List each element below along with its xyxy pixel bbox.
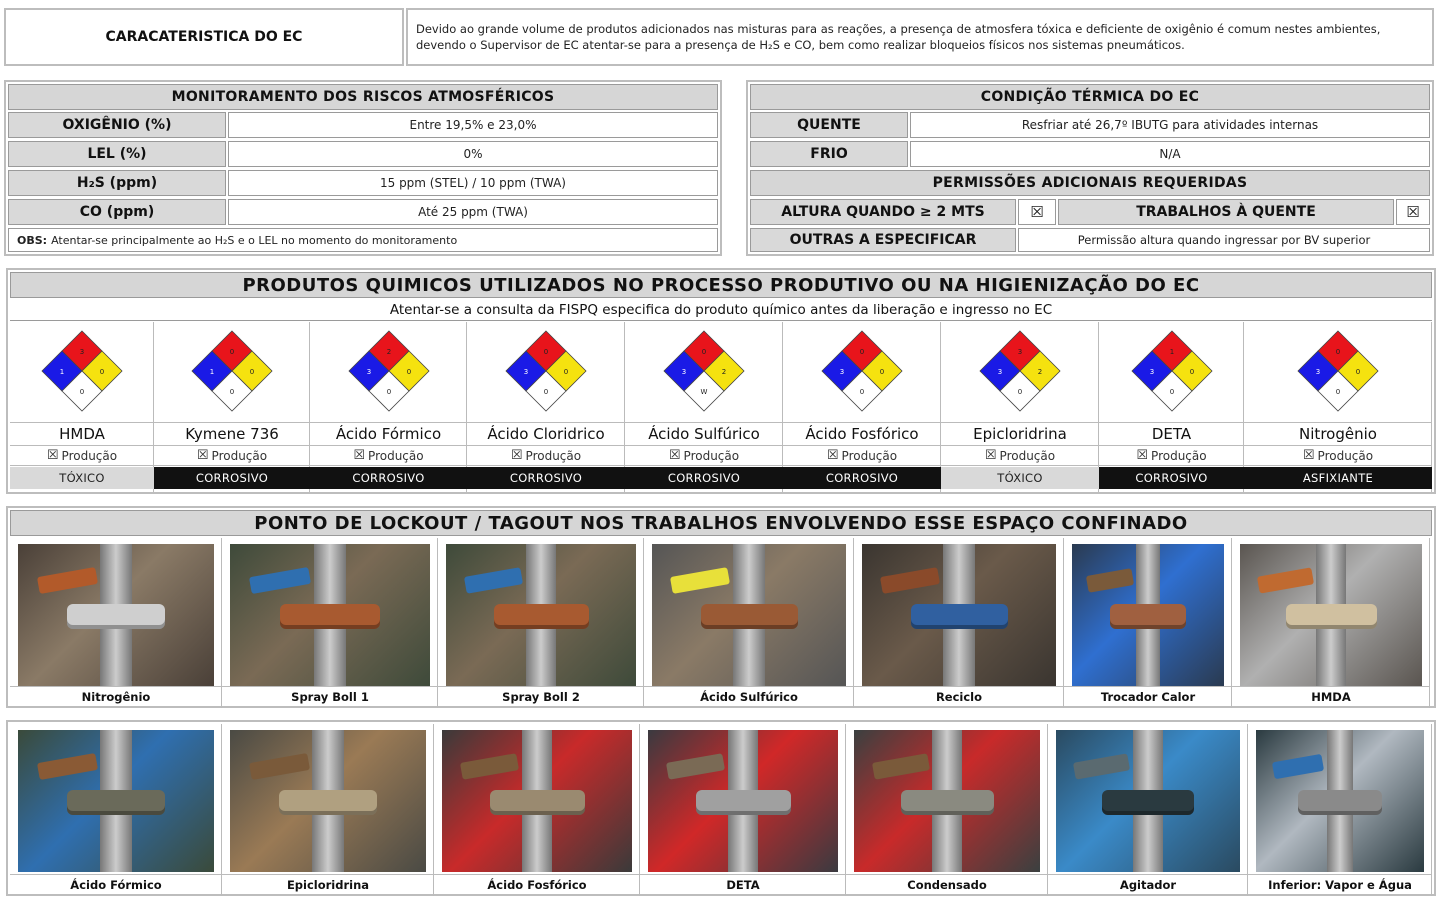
lockout-photo	[1072, 544, 1224, 686]
oxygen-label: OXIGÊNIO (%)	[8, 112, 226, 138]
nfpa-rating: 0	[406, 368, 411, 376]
chemical-usage	[154, 446, 310, 466]
lockout-caption: Reciclo	[854, 686, 1064, 706]
chemical-item	[783, 322, 941, 492]
chemical-usage	[310, 446, 467, 466]
ec-characteristic-description: Devido ao grande volume de produtos adicionados nas misturas para as reações, a presença de atmosfera tóxica e deficiente de oxigênio é comum nestes ambientes, devendo o Supervisor de EC atentar-se para a presença de H₂S e CO, bem como realizar bloqueios físicos nos sistemas pneumáticos.	[406, 8, 1434, 66]
usage-label: Produção	[61, 448, 118, 463]
usage-checkbox-icon[interactable]: ☒	[353, 448, 366, 463]
usage-label: Produção	[525, 448, 582, 463]
chemical-hazard-badge: CORROSIVO	[154, 467, 310, 489]
nfpa-rating: 2	[1037, 368, 1043, 376]
nfpa-rating: 0	[859, 348, 865, 356]
lockout-point	[644, 538, 854, 708]
nfpa-rating: 0	[701, 348, 707, 356]
nfpa-rating: 3	[1017, 348, 1023, 356]
lel-value: 0%	[228, 141, 718, 167]
nfpa-diamond-icon	[663, 330, 745, 412]
monitoring-obs	[8, 228, 718, 252]
nfpa-rating: 2	[386, 348, 391, 356]
nfpa-rating: 3	[523, 368, 529, 376]
lockout-point	[1248, 724, 1432, 896]
cold-label: FRIO	[750, 141, 908, 167]
lockout-caption: Agitador	[1048, 874, 1248, 894]
nfpa-rating: 0	[1189, 368, 1194, 376]
hot-work-permission-checkbox[interactable]: ☒	[1396, 199, 1430, 225]
height-permission-label: ALTURA QUANDO ≥ 2 MTS	[750, 199, 1016, 225]
usage-label: Produção	[1317, 448, 1374, 463]
hot-value: Resfriar até 26,7º IBUTG para atividades internas	[910, 112, 1430, 138]
lockout-photo	[230, 730, 426, 872]
nfpa-rating: 0	[99, 368, 105, 376]
lockout-caption: Trocador Calor	[1064, 686, 1232, 706]
other-permission-value: Permissão altura quando ingressar por BV superior	[1018, 228, 1430, 252]
chemicals-panel	[6, 268, 1436, 494]
chemical-name: Kymene 736	[154, 422, 310, 446]
chemical-hazard-badge: TÓXICO	[941, 467, 1099, 489]
usage-label: Produção	[841, 448, 898, 463]
chemical-usage	[941, 446, 1099, 466]
usage-checkbox-icon[interactable]: ☒	[668, 448, 681, 463]
chemical-hazard-badge: ASFIXIANTE	[1244, 467, 1432, 489]
nfpa-rating: 3	[1315, 368, 1321, 376]
lockout-point	[640, 724, 846, 896]
nfpa-rating: 3	[839, 368, 845, 376]
nfpa-rating: 0	[1169, 388, 1174, 396]
nfpa-rating: 0	[79, 388, 85, 396]
nfpa-diamond-icon	[41, 330, 123, 412]
chemical-name: Ácido Cloridrico	[467, 422, 625, 446]
lockout-caption: Spray Boll 2	[438, 686, 644, 706]
chemical-usage	[10, 446, 154, 466]
usage-checkbox-icon[interactable]: ☒	[1136, 448, 1149, 463]
obs-label: OBS:	[17, 233, 48, 247]
chemical-name: Epicloridrina	[941, 422, 1099, 446]
chemicals-subtitle: Atentar-se a consulta da FISPQ especifica do produto químico antes da liberação e ingresso no EC	[10, 299, 1432, 321]
chemical-item	[625, 322, 783, 492]
lockout-photo-row-2	[10, 724, 1432, 894]
lockout-photo	[862, 544, 1056, 686]
lockout-point	[1064, 538, 1232, 708]
chemical-hazard-badge: CORROSIVO	[310, 467, 467, 489]
lockout-caption: Nitrogênio	[10, 686, 222, 706]
nfpa-rating: 0	[543, 388, 549, 396]
nfpa-rating: 0	[1335, 388, 1341, 396]
usage-label: Produção	[211, 448, 268, 463]
chemical-item	[154, 322, 310, 492]
lockout-photo	[652, 544, 846, 686]
chemical-name: DETA	[1099, 422, 1244, 446]
nfpa-rating: 3	[1149, 368, 1154, 376]
oxygen-value: Entre 19,5% e 23,0%	[228, 112, 718, 138]
lockout-caption: DETA	[640, 874, 846, 894]
nfpa-rating: 3	[366, 368, 371, 376]
lockout-caption: HMDA	[1232, 686, 1430, 706]
lockout-photo-panel-2	[6, 720, 1436, 896]
nfpa-diamond-icon	[348, 330, 430, 412]
lockout-photo	[1056, 730, 1240, 872]
nfpa-rating: W	[700, 388, 708, 396]
other-permission-label: OUTRAS A ESPECIFICAR	[750, 228, 1016, 252]
nfpa-rating: 3	[997, 368, 1003, 376]
chemicals-grid	[10, 322, 1432, 492]
lockout-photo	[442, 730, 632, 872]
nfpa-rating: 1	[209, 368, 215, 376]
usage-checkbox-icon[interactable]: ☒	[196, 448, 209, 463]
chemical-hazard-badge: CORROSIVO	[467, 467, 625, 489]
chemical-hazard-badge: CORROSIVO	[783, 467, 941, 489]
permissions-title: PERMISSÕES ADICIONAIS REQUERIDAS	[750, 170, 1430, 196]
lockout-photo	[18, 544, 214, 686]
nfpa-rating: 0	[386, 388, 391, 396]
chemical-usage	[783, 446, 941, 466]
lel-label: LEL (%)	[8, 141, 226, 167]
nfpa-rating: 0	[249, 368, 255, 376]
nfpa-rating: 0	[1335, 348, 1341, 356]
lockout-caption: Ácido Sulfúrico	[644, 686, 854, 706]
chemical-item	[1099, 322, 1244, 492]
lockout-point	[434, 724, 640, 896]
lockout-caption: Epicloridrina	[222, 874, 434, 894]
lockout-point	[10, 724, 222, 896]
lockout-photo	[648, 730, 838, 872]
usage-checkbox-icon[interactable]: ☒	[826, 448, 839, 463]
usage-checkbox-icon[interactable]: ☒	[46, 448, 59, 463]
lockout-point	[438, 538, 644, 708]
h2s-label: H₂S (ppm)	[8, 170, 226, 196]
nfpa-rating: 0	[543, 348, 549, 356]
usage-checkbox-icon[interactable]: ☒	[1302, 448, 1315, 463]
chemical-usage	[625, 446, 783, 466]
usage-checkbox-icon[interactable]: ☒	[984, 448, 997, 463]
nfpa-diamond-icon	[1297, 330, 1379, 412]
lockout-point	[1232, 538, 1430, 708]
lockout-photo	[18, 730, 214, 872]
lockout-point	[846, 724, 1048, 896]
lockout-point	[10, 538, 222, 708]
hot-work-permission-label: TRABALHOS À QUENTE	[1058, 199, 1394, 225]
nfpa-rating: 0	[563, 368, 569, 376]
chemical-item	[10, 322, 154, 492]
thermal-title: CONDIÇÃO TÉRMICA DO EC	[750, 84, 1430, 110]
lockout-photo	[230, 544, 430, 686]
nfpa-rating: 3	[79, 348, 85, 356]
chemical-name: Nitrogênio	[1244, 422, 1432, 446]
chemical-name: HMDA	[10, 422, 154, 446]
usage-checkbox-icon[interactable]: ☒	[510, 448, 523, 463]
lockout-title: PONTO DE LOCKOUT / TAGOUT NOS TRABALHOS ENVOLVENDO ESSE ESPAÇO CONFINADO	[10, 510, 1432, 536]
chemical-hazard-badge: CORROSIVO	[1099, 467, 1244, 489]
lockout-caption: Ácido Fórmico	[10, 874, 222, 894]
chemical-hazard-badge: TÓXICO	[10, 467, 154, 489]
lockout-point	[222, 538, 438, 708]
nfpa-rating: 1	[59, 368, 65, 376]
obs-text: Atentar-se principalmente ao H₂S e o LEL no momento do monitoramento	[51, 233, 458, 247]
chemical-hazard-badge: CORROSIVO	[625, 467, 783, 489]
chemical-usage	[467, 446, 625, 466]
nfpa-rating: 0	[859, 388, 865, 396]
chemical-usage	[1099, 446, 1244, 466]
lockout-photo	[446, 544, 636, 686]
lockout-panel	[6, 506, 1436, 708]
chemical-name: Ácido Fosfórico	[783, 422, 941, 446]
ec-characteristic-title: CARACATERISTICA DO EC	[4, 8, 404, 66]
usage-label: Produção	[683, 448, 740, 463]
nfpa-rating: 0	[229, 348, 235, 356]
nfpa-diamond-icon	[505, 330, 587, 412]
hot-label: QUENTE	[750, 112, 908, 138]
monitoring-title: MONITORAMENTO DOS RISCOS ATMOSFÉRICOS	[8, 84, 718, 110]
nfpa-rating: 3	[681, 368, 687, 376]
co-label: CO (ppm)	[8, 199, 226, 225]
lockout-caption: Condensado	[846, 874, 1048, 894]
lockout-caption: Ácido Fosfórico	[434, 874, 640, 894]
lockout-photo	[1240, 544, 1422, 686]
thermal-condition-panel	[746, 80, 1434, 256]
lockout-point	[1048, 724, 1248, 896]
nfpa-diamond-icon	[979, 330, 1061, 412]
chemical-item	[310, 322, 467, 492]
chemical-item	[467, 322, 625, 492]
co-value: Até 25 ppm (TWA)	[228, 199, 718, 225]
h2s-value: 15 ppm (STEL) / 10 ppm (TWA)	[228, 170, 718, 196]
height-permission-checkbox[interactable]: ☒	[1018, 199, 1056, 225]
lockout-caption: Inferior: Vapor e Água	[1248, 874, 1432, 894]
atmospheric-monitoring-panel	[4, 80, 722, 256]
usage-label: Produção	[999, 448, 1056, 463]
chemical-item	[941, 322, 1099, 492]
usage-label: Produção	[368, 448, 424, 463]
nfpa-rating: 0	[1355, 368, 1361, 376]
lockout-point	[854, 538, 1064, 708]
nfpa-rating: 1	[1169, 348, 1174, 356]
usage-label: Produção	[1151, 448, 1207, 463]
lockout-photo-row-1	[10, 538, 1432, 706]
lockout-photo	[1256, 730, 1424, 872]
chemical-usage	[1244, 446, 1432, 466]
lockout-caption: Spray Boll 1	[222, 686, 438, 706]
chemical-name: Ácido Fórmico	[310, 422, 467, 446]
lockout-point	[222, 724, 434, 896]
nfpa-diamond-icon	[191, 330, 273, 412]
nfpa-diamond-icon	[1131, 330, 1213, 412]
chemical-name: Ácido Sulfúrico	[625, 422, 783, 446]
chemicals-title: PRODUTOS QUIMICOS UTILIZADOS NO PROCESSO PRODUTIVO OU NA HIGIENIZAÇÃO DO EC	[10, 272, 1432, 298]
nfpa-rating: 0	[879, 368, 885, 376]
nfpa-rating: 0	[1017, 388, 1023, 396]
nfpa-diamond-icon	[821, 330, 903, 412]
chemical-item	[1244, 322, 1432, 492]
cold-value: N/A	[910, 141, 1430, 167]
lockout-photo	[854, 730, 1040, 872]
nfpa-rating: 2	[721, 368, 727, 376]
nfpa-rating: 0	[229, 388, 235, 396]
